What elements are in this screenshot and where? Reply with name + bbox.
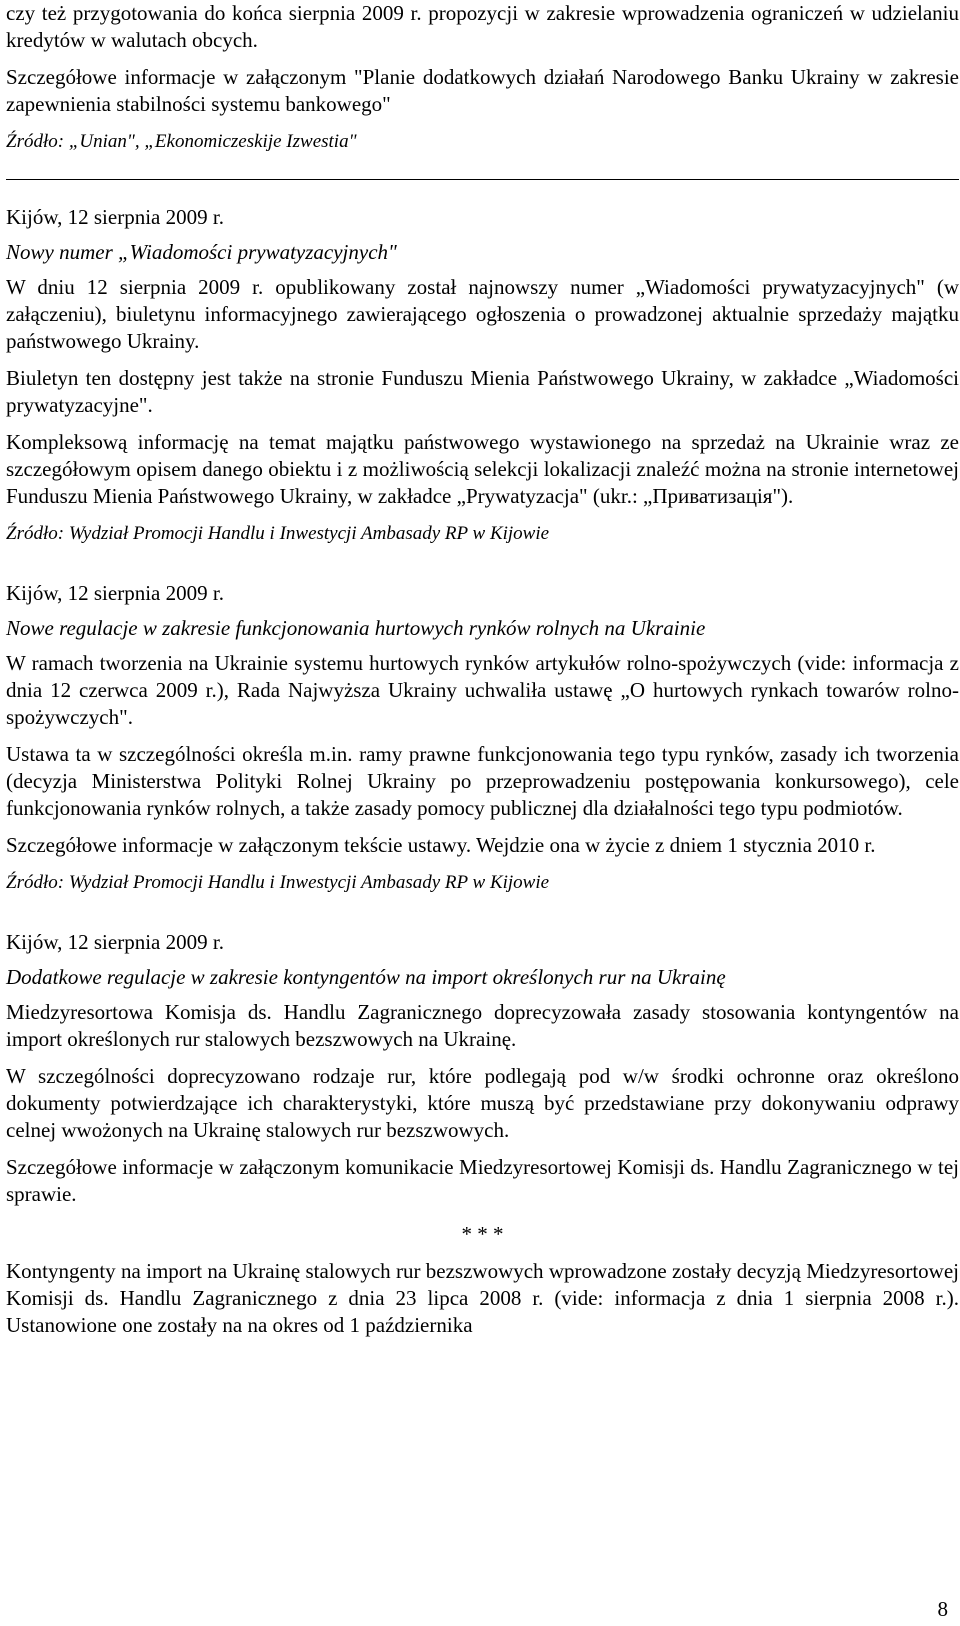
page-number: 8 [937, 1597, 948, 1621]
article-paragraph: Biuletyn ten dostępny jest także na stronie Funduszu Mienia Państwowego Ukrainy, w zakładce „Wiadomości prywatyzacyjne". [6, 366, 959, 417]
article-privatization-news [6, 204, 959, 547]
intro-paragraph: czy też przygotowania do końca sierpnia 2009 r. propozycji w zakresie wprowadzenia ograniczeń w udzielaniu kredytów w walutach obcych. [6, 1, 959, 52]
article-source: Źródło: Wydział Promocji Handlu i Inwestycji Ambasady RP w Kijowie [6, 523, 550, 544]
intro-details: Szczegółowe informacje w załączonym "Planie dodatkowych działań Narodowego Banku Ukrainy w zakresie zapewnienia stabilności systemu bankowego" [6, 65, 959, 116]
section-separator: * * * [461, 1222, 504, 1246]
article-dateline: Kijów, 12 sierpnia 2009 r. [6, 581, 224, 605]
article-paragraph: Kompleksową informację na temat majątku państwowego wystawionego na sprzedaż na Ukrainie wraz ze szczegółowym opisem danego obiektu i z możliwością selekcji lokalizacji znaleźć można na stronie internetowej Funduszu Mienia Państwowego Ukrainy, w zakładce „Prywatyzacja" (ukr.: „Приватизація"). [6, 430, 959, 508]
article-source: Źródło: Wydział Promocji Handlu i Inwestycji Ambasady RP w Kijowie [6, 872, 550, 893]
article-paragraph: W dniu 12 sierpnia 2009 r. opublikowany został najnowszy numer „Wiadomości prywatyzacyjnych" (w załączeniu), biuletynu informacyjnego zawierającego ogłoszenia o prowadzonej aktualnie sprzedaży majątku państwowego Ukrainy. [6, 275, 959, 353]
article-headline: Dodatkowe regulacje w zakresie kontyngentów na import określonych rur na Ukrainę [6, 965, 726, 989]
article-wholesale-markets [6, 580, 959, 896]
article-headline: Nowe regulacje w zakresie funkcjonowania hurtowych rynków rolnych na Ukrainie [6, 616, 706, 640]
article-closing-paragraph: Kontyngenty na import na Ukrainę stalowych rur bezszwowych wprowadzone zostały decyzją Miedzyresortowej Komisji ds. Handlu Zagranicznego z dnia 23 lipca 2008 r. (vide: informacja z dnia 1 sierpnia 2008 r.). Ustanowione one zostały na na okres od 1 października [6, 1259, 959, 1337]
article-paragraph: W szczególności doprecyzowano rodzaje rur, które podlegają pod w/w środki ochronne oraz określono dokumenty potwierdzające ich charakterystyki, które muszą być przedstawiane przy dokonywaniu odprawy celnej wwożonych na Ukrainę stalowych rur bezszwowych. [6, 1064, 959, 1142]
intro-section [6, 0, 959, 155]
article-pipe-quotas [6, 929, 959, 1339]
article-paragraph: Szczegółowe informacje w załączonym komunikacie Miedzyresortowej Komisji ds. Handlu Zagranicznego w tej sprawie. [6, 1155, 959, 1206]
section-divider [6, 179, 959, 180]
article-paragraph: Szczegółowe informacje w załączonym tekście ustawy. Wejdzie ona w życie z dniem 1 stycznia 2010 r. [6, 833, 876, 857]
article-paragraph: Ustawa ta w szczególności określa m.in. ramy prawne funkcjonowania tego typu rynków, zasady ich tworzenia (decyzja Ministerstwa Polityki Rolnej Ukrainy po przeprowadzeniu postępowania konkursowego), cele funkcjonowania rynków rolnych, a także zasady pomocy publicznej dla działalności tego typu podmiotów. [6, 742, 959, 820]
article-paragraph: W ramach tworzenia na Ukrainie systemu hurtowych rynków artykułów rolno-spożywczych (vide: informacja z dnia 12 czerwca 2009 r.), Rada Najwyższa Ukrainy uchwaliła ustawę „O hurtowych rynkach towarów rolno-spożywczych". [6, 651, 959, 729]
document-page [6, 0, 959, 1339]
intro-source: Źródło: „Unian", „Ekonomiczeskije Izwestia" [6, 131, 357, 152]
article-paragraph: Miedzyresortowa Komisja ds. Handlu Zagranicznego doprecyzowała zasady stosowania kontyngentów na import określonych rur stalowych bezszwowych na Ukrainę. [6, 1000, 959, 1051]
article-dateline: Kijów, 12 sierpnia 2009 r. [6, 205, 224, 229]
article-headline: Nowy numer „Wiadomości prywatyzacyjnych" [6, 240, 397, 264]
article-dateline: Kijów, 12 sierpnia 2009 r. [6, 930, 224, 954]
